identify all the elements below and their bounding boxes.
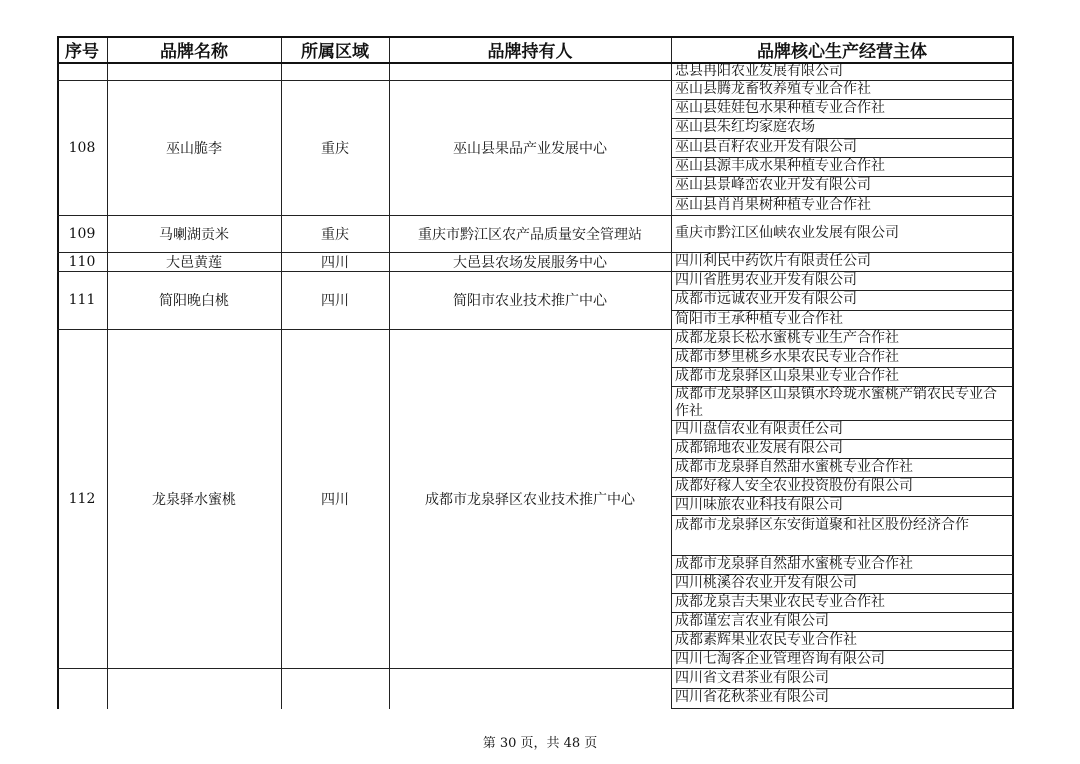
entity-name: 简阳市王承种植专业合作社 bbox=[675, 311, 843, 327]
cell-holder: 巫山县果品产业发展中心 bbox=[453, 140, 607, 157]
cell-region: 重庆 bbox=[321, 140, 349, 157]
entity-name: 巫山县腾龙畜牧养殖专业合作社 bbox=[675, 81, 871, 97]
entity-name: 忠县冉阳农业发展有限公司 bbox=[675, 63, 843, 79]
header-entities: 品牌核心生产经营主体 bbox=[757, 42, 927, 62]
entity-name: 成都龙泉长松水蜜桃专业生产合作社 bbox=[675, 330, 899, 346]
entity-name: 成都市梦里桃乡水果农民专业合作社 bbox=[675, 349, 899, 365]
header-holder: 品牌持有人 bbox=[487, 42, 573, 62]
table-border-top bbox=[57, 36, 1014, 38]
header-divider bbox=[57, 62, 1014, 64]
entity-name: 重庆市黔江区仙峡农业发展有限公司 bbox=[675, 225, 899, 241]
entity-name: 成都龙泉吉夫果业农民专业合作社 bbox=[675, 594, 885, 610]
cell-brand: 简阳晚白桃 bbox=[159, 293, 229, 309]
entity-name: 四川省文君茶业有限公司 bbox=[675, 670, 829, 686]
entity-name: 成都市龙泉驿区东安街道聚和社区股份经济合作 bbox=[675, 517, 969, 533]
cell-brand: 巫山脆李 bbox=[166, 140, 222, 157]
cell-seq: 109 bbox=[68, 225, 96, 242]
entity-name: 四川七淘客企业管理咨询有限公司 bbox=[675, 651, 885, 667]
entity-name: 巫山县肖肖果树种植专业合作社 bbox=[675, 197, 871, 213]
cell-region: 重庆 bbox=[321, 226, 349, 243]
cell-seq: 110 bbox=[68, 253, 96, 270]
entity-name: 巫山县景峰峦农业开发有限公司 bbox=[675, 177, 871, 193]
entity-name: 成都市龙泉驿自然甜水蜜桃专业合作社 bbox=[675, 556, 913, 572]
cell-brand: 马喇湖贡米 bbox=[159, 226, 229, 243]
cell-seq: 112 bbox=[68, 490, 96, 507]
entity-name: 巫山县娃娃包水果种植专业合作社 bbox=[675, 100, 885, 116]
table-border-right bbox=[1012, 36, 1014, 709]
entity-name: 成都市龙泉驿自然甜水蜜桃专业合作社 bbox=[675, 459, 913, 475]
entity-name: 巫山县朱红均家庭农场 bbox=[675, 119, 815, 135]
entity-name: 成都市龙泉驿区山泉果业专业合作社 bbox=[675, 368, 899, 384]
entity-name: 四川省花秋茶业有限公司 bbox=[675, 689, 829, 705]
page-number-footer: 第 30 页，共 48 页 bbox=[482, 736, 598, 751]
cell-holder: 重庆市黔江区农产品质量安全管理站 bbox=[418, 226, 642, 243]
entity-name: 巫山县源丰成水果种植专业合作社 bbox=[675, 158, 885, 174]
entity-name: 成都市龙泉驿区山泉镇水玲珑水蜜桃产销农民专业合作社 bbox=[675, 386, 997, 419]
entity-divider bbox=[671, 708, 1013, 709]
entity-name: 成都好稼人安全农业投资股份有限公司 bbox=[675, 478, 913, 494]
cell-seq: 111 bbox=[68, 292, 96, 308]
header-brand: 品牌名称 bbox=[160, 42, 228, 62]
cell-seq: 108 bbox=[68, 139, 96, 156]
entity-name: 四川利民中药饮片有限责任公司 bbox=[675, 253, 871, 269]
cell-holder: 简阳市农业技术推广中心 bbox=[453, 293, 607, 309]
entity-name: 四川省胜男农业开发有限公司 bbox=[675, 272, 857, 288]
entity-name: 成都素辉果业农民专业合作社 bbox=[675, 632, 857, 648]
cell-brand: 龙泉驿水蜜桃 bbox=[152, 491, 236, 508]
cell-holder: 大邑县农场发展服务中心 bbox=[453, 254, 607, 271]
entity-name: 四川盘信农业有限责任公司 bbox=[675, 421, 843, 437]
cell-brand: 大邑黄莲 bbox=[166, 254, 222, 271]
entity-name: 巫山县百籽农业开发有限公司 bbox=[675, 139, 857, 155]
header-seq: 序号 bbox=[65, 42, 99, 62]
cell-region: 四川 bbox=[321, 293, 349, 309]
header-region: 所属区域 bbox=[301, 42, 369, 62]
entity-name: 成都市远诚农业开发有限公司 bbox=[675, 291, 857, 307]
entity-name: 成都谨宏言农业有限公司 bbox=[675, 613, 829, 629]
entity-name: 四川桃溪谷农业开发有限公司 bbox=[675, 575, 857, 591]
entity-name: 成都锦地农业发展有限公司 bbox=[675, 440, 843, 456]
cell-region: 四川 bbox=[321, 491, 349, 508]
cell-holder: 成都市龙泉驿区农业技术推广中心 bbox=[425, 491, 635, 508]
cell-region: 四川 bbox=[321, 254, 349, 271]
entity-name: 四川味旅农业科技有限公司 bbox=[675, 497, 843, 513]
column-divider bbox=[671, 36, 672, 709]
